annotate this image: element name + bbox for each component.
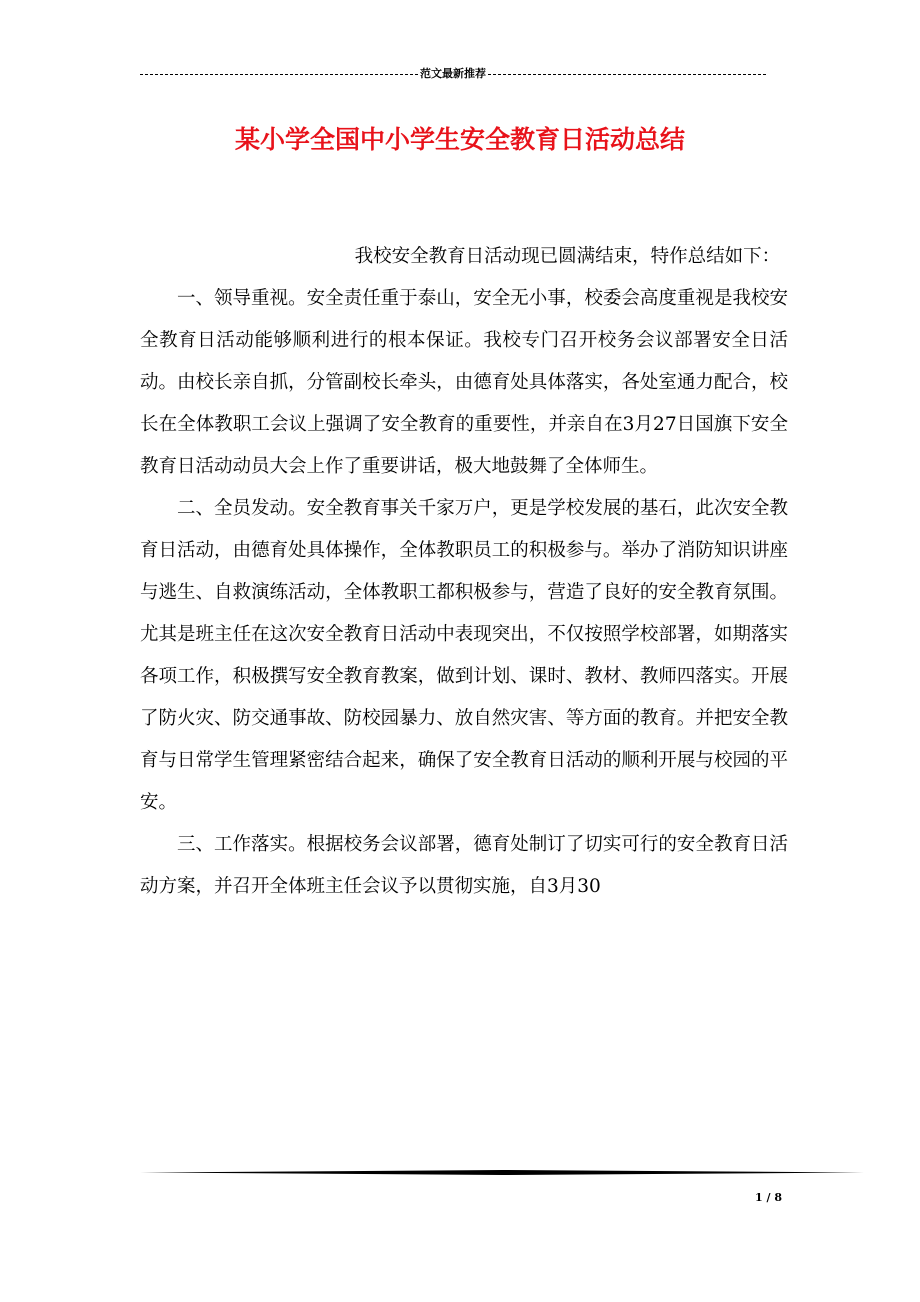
header-dash-right xyxy=(488,74,766,75)
header-dash-left xyxy=(140,74,418,75)
page-number: 1 / 8 xyxy=(755,1191,782,1204)
page-header xyxy=(140,66,766,82)
footer-rule xyxy=(140,1170,864,1175)
paragraph-leadership: 一、领导重视。安全责任重于泰山，安全无小事，校委会高度重视是我校安全教育日活动能够顺利进行的根本保证。我校专门召开校务会议部署安全日活动。由校长亲自抓，分管副校长牵头，由德育处具体落实，各处室通力配合，校长在全体教职工会议上强调了安全教育的重要性，并亲自在3月27日国旗下安全教育日活动动员大会上作了重要讲话，极大地鼓舞了全体师生。 xyxy=(140,288,788,477)
document-title: 某小学全国中小学生安全教育日活动总结 xyxy=(234,125,685,154)
paragraph-mobilization: 二、全员发动。安全教育事关千家万户，更是学校发展的基石，此次安全教育日活动，由德育处具体操作，全体教职员工的积极参与。举办了消防知识讲座与逃生、自救演练活动，全体教职工都积极参与，营造了良好的安全教育氛围。尤其是班主任在这次安全教育日活动中表现突出，不仅按照学校部署，如期落实各项工作，积极撰写安全教育教案，做到计划、课时、教材、教师四落实。开展了防火灾、防交通事故、防校园暴力、放自然灾害、等方面的教育。并把安全教育与日常学生管理紧密结合起来，确保了安全教育日活动的顺利开展与校园的平安。 xyxy=(140,498,788,813)
header-label: 范文最新推荐 xyxy=(420,67,486,80)
document-body xyxy=(140,236,788,908)
paragraph-opening: 我校安全教育日活动现已圆满结束，特作总结如下： xyxy=(354,246,781,267)
paragraph-implementation: 三、工作落实。根据校务会议部署，德育处制订了切实可行的安全教育日活动方案，并召开全体班主任会议予以贯彻实施，自3月30 xyxy=(140,834,788,897)
